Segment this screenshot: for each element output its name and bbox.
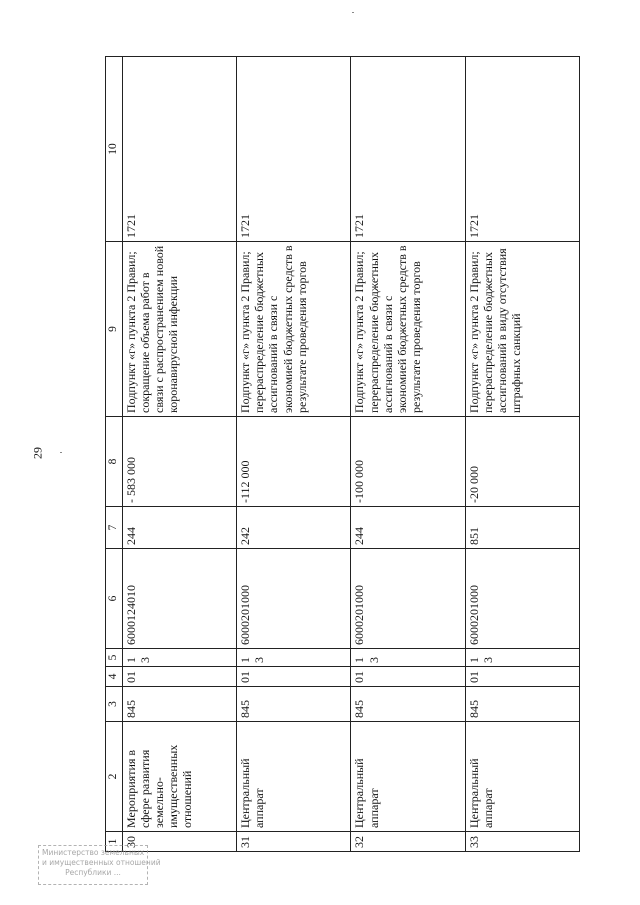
- ministry-code: 845: [465, 687, 579, 722]
- table-row: [465, 57, 579, 852]
- column-header: 3: [106, 687, 123, 722]
- grounds: Подпункт «г» пункта 2 Правил; сокращение объема работ в связи с распространением новой коронавирусной инфекции: [122, 242, 236, 417]
- code-1721: 1721: [122, 57, 236, 242]
- expense-type-code: 242: [237, 507, 351, 549]
- table-row: [237, 57, 351, 852]
- grounds: Подпункт «г» пункта 2 Правил; перераспределение бюджетных ассигнований в связи с экономией бюджетных средств в результате проведения торгов: [237, 242, 351, 417]
- ministry-code: 845: [122, 687, 236, 722]
- expense-name: Центральный аппарат: [465, 722, 579, 832]
- subsection-code: 13: [351, 649, 465, 667]
- column-header: 6: [106, 549, 123, 649]
- stamp-line: Министерство земельных: [42, 848, 145, 857]
- code-1721: 1721: [465, 57, 579, 242]
- section-code: 01: [237, 667, 351, 687]
- column-header: 10: [106, 57, 123, 242]
- amount: -112 000: [237, 417, 351, 507]
- stamp-line: и имущественных отношений: [42, 857, 161, 867]
- column-header: 2: [106, 722, 123, 832]
- expense-name: Мероприятия в сфере развития земельно-имущественных отношений: [122, 722, 236, 832]
- amount: -20 000: [465, 417, 579, 507]
- section-code: 01: [465, 667, 579, 687]
- ministry-code: 845: [351, 687, 465, 722]
- table-row: [351, 57, 465, 852]
- ministry-code: 845: [237, 687, 351, 722]
- budget-table-container: [105, 57, 580, 852]
- table-row: [122, 57, 236, 852]
- header-row: [106, 57, 123, 852]
- scan-speck: [352, 12, 354, 13]
- subsection-code: 13: [237, 649, 351, 667]
- code-1721: 1721: [351, 57, 465, 242]
- expense-type-code: 851: [465, 507, 579, 549]
- target-article-code: 6000124010: [122, 549, 236, 649]
- row-number: 30: [122, 832, 236, 852]
- subsection-code: 13: [465, 649, 579, 667]
- row-number: 31: [237, 832, 351, 852]
- subsection-code: 13: [122, 649, 236, 667]
- budget-table: [105, 56, 580, 852]
- row-number: 33: [465, 832, 579, 852]
- code-1721: 1721: [237, 57, 351, 242]
- column-header: 9: [106, 242, 123, 417]
- target-article-code: 6000201000: [465, 549, 579, 649]
- target-article-code: 6000201000: [351, 549, 465, 649]
- column-header: 1: [106, 832, 123, 852]
- amount: - 583 000: [122, 417, 236, 507]
- target-article-code: 6000201000: [237, 549, 351, 649]
- row-number: 32: [351, 832, 465, 852]
- expense-name: Центральный аппарат: [237, 722, 351, 832]
- section-code: 01: [122, 667, 236, 687]
- amount: -100 000: [351, 417, 465, 507]
- scan-speck: [60, 452, 62, 453]
- page-number: 29: [30, 447, 45, 459]
- column-header: 8: [106, 417, 123, 507]
- grounds: Подпункт «г» пункта 2 Правил; перераспределение бюджетных ассигнований в связи с экономией бюджетных средств в результате проведения торгов: [351, 242, 465, 417]
- column-header: 5: [106, 649, 123, 667]
- stamp-line: Республики ...: [65, 867, 121, 877]
- expense-name: Центральный аппарат: [351, 722, 465, 832]
- column-header: 4: [106, 667, 123, 687]
- column-header: 7: [106, 507, 123, 549]
- grounds: Подпункт «г» пункта 2 Правил; перераспределение бюджетных ассигнований в виду отсутствия штрафных санкций: [465, 242, 579, 417]
- section-code: 01: [351, 667, 465, 687]
- registration-stamp: [38, 845, 161, 885]
- expense-type-code: 244: [351, 507, 465, 549]
- expense-type-code: 244: [122, 507, 236, 549]
